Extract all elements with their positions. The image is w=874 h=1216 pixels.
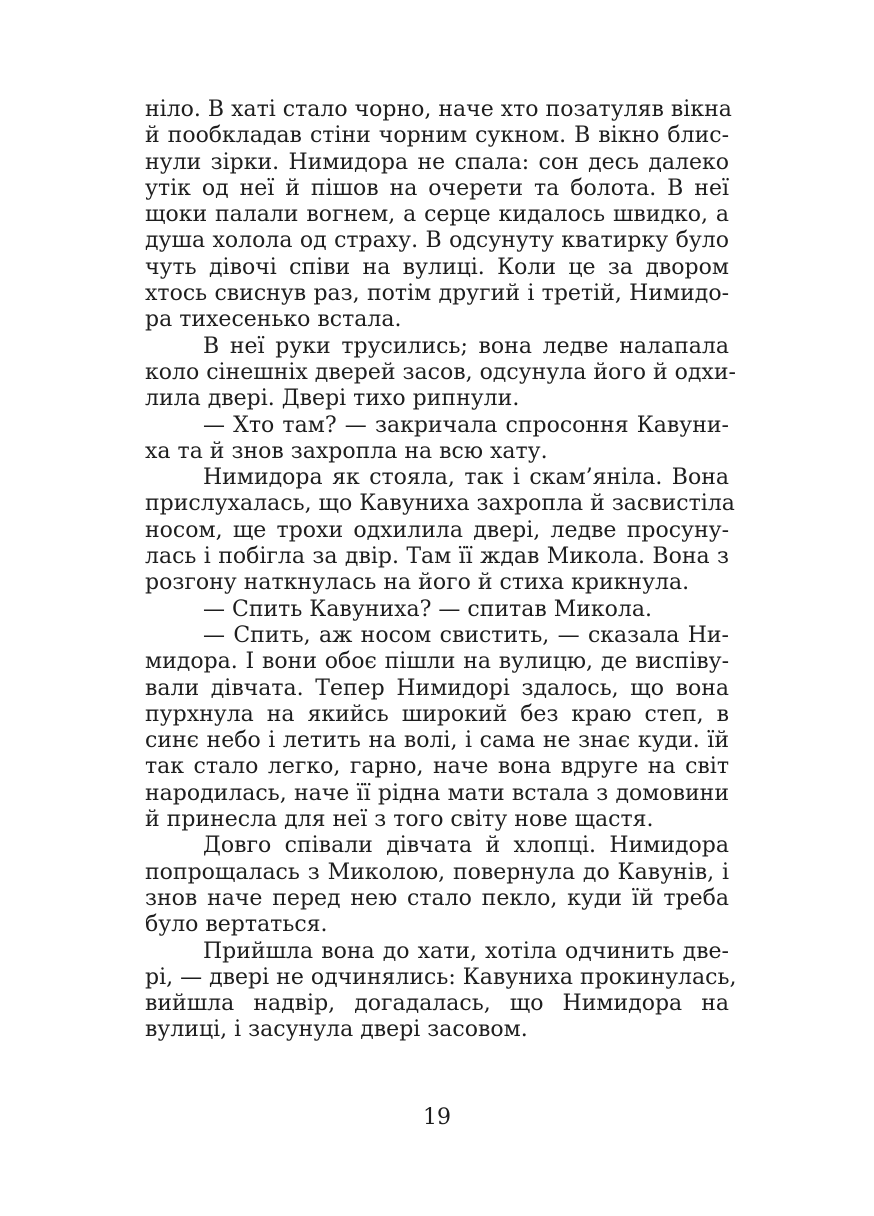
text-line: так стало легко, гарно, наче вона вдруге на світ bbox=[145, 754, 729, 780]
text-line: коло сінешніх дверей засов, одсунула його й одхи- bbox=[145, 359, 736, 385]
text-line: було вертаться. bbox=[145, 912, 328, 938]
text-line: ра тихесенько встала. bbox=[145, 307, 402, 333]
text-line: вулиці, і засунула двері засовом. bbox=[145, 1017, 528, 1043]
text-line: ха та й знов захропла на всю хату. bbox=[145, 438, 548, 464]
text-line: народилась, наче її рідна мати встала з домовини bbox=[145, 780, 729, 806]
text-line: душа холола од страху. В одсунуту кватирку було bbox=[145, 228, 729, 254]
text-line: вали дівчата. Тепер Нимидорі здалось, що вона bbox=[145, 675, 729, 701]
text-line: — Хто там? — закричала спросоння Кавуни- bbox=[203, 412, 729, 438]
text-line: носом, ще трохи одхилила двері, ледве просуну- bbox=[145, 517, 729, 543]
text-line: Довго співали дівчата й хлопці. Нимидора bbox=[203, 833, 729, 859]
text-line: й принесла для неї з того світу нове щастя. bbox=[145, 807, 654, 833]
text-line: мидора. І вони обоє пішли на вулицю, де виспіву- bbox=[145, 649, 729, 675]
text-line: В неї руки трусились; вона ледве налапала bbox=[203, 333, 729, 359]
text-line: синє небо і летить на волі, і сама не знає куди. їй bbox=[145, 728, 729, 754]
text-line: щоки палали вогнем, а серце кидалось швидко, а bbox=[145, 202, 729, 228]
text-line: лила двері. Двері тихо рипнули. bbox=[145, 386, 520, 412]
text-line: Нимидора як стояла, так і скам’яніла. Вона bbox=[203, 465, 729, 491]
text-line: — Спить Кавуниха? — спитав Микола. bbox=[203, 596, 652, 622]
text-line: хтось свиснув раз, потім другий і третій, Нимидо- bbox=[145, 281, 729, 307]
text-line: — Спить, аж носом свистить, — сказала Ни- bbox=[203, 622, 729, 648]
text-line: Прийшла вона до хати, хотіла одчинить две- bbox=[203, 938, 729, 964]
text-line: утік од неї й пішов на очерети та болота. В неї bbox=[145, 175, 729, 201]
text-line: попрощалась з Миколою, повернула до Кавунів, і bbox=[145, 859, 729, 885]
text-line: знов наче перед нею стало пекло, куди їй треба bbox=[145, 885, 729, 911]
text-line: вийшла надвір, догадалась, що Нимидора на bbox=[145, 991, 729, 1017]
text-line: рі, — двері не одчинялись: Кавуниха прокинулась, bbox=[145, 964, 737, 990]
text-line: чуть дівочі співи на вулиці. Коли це за двором bbox=[145, 254, 729, 280]
text-line: нули зірки. Нимидора не спала: сон десь далеко bbox=[145, 149, 729, 175]
text-line: розгону наткнулась на його й стиха крикнула. bbox=[145, 570, 690, 596]
page-number: 19 bbox=[423, 1105, 451, 1130]
text-line: лась і побігла за двір. Там її ждав Микола. Вона з bbox=[145, 544, 729, 570]
text-line: ніло. В хаті стало чорно, наче хто позатуляв вікна bbox=[145, 97, 732, 122]
body-text bbox=[145, 97, 737, 1044]
text-line: пурхнула на якийсь широкий без краю степ, в bbox=[145, 701, 729, 727]
text-line: прислухалась, що Кавуниха захропла й засвистіла bbox=[145, 491, 735, 517]
text-line: й пообкладав стіни чорним сукном. В вікно блис- bbox=[145, 123, 729, 149]
